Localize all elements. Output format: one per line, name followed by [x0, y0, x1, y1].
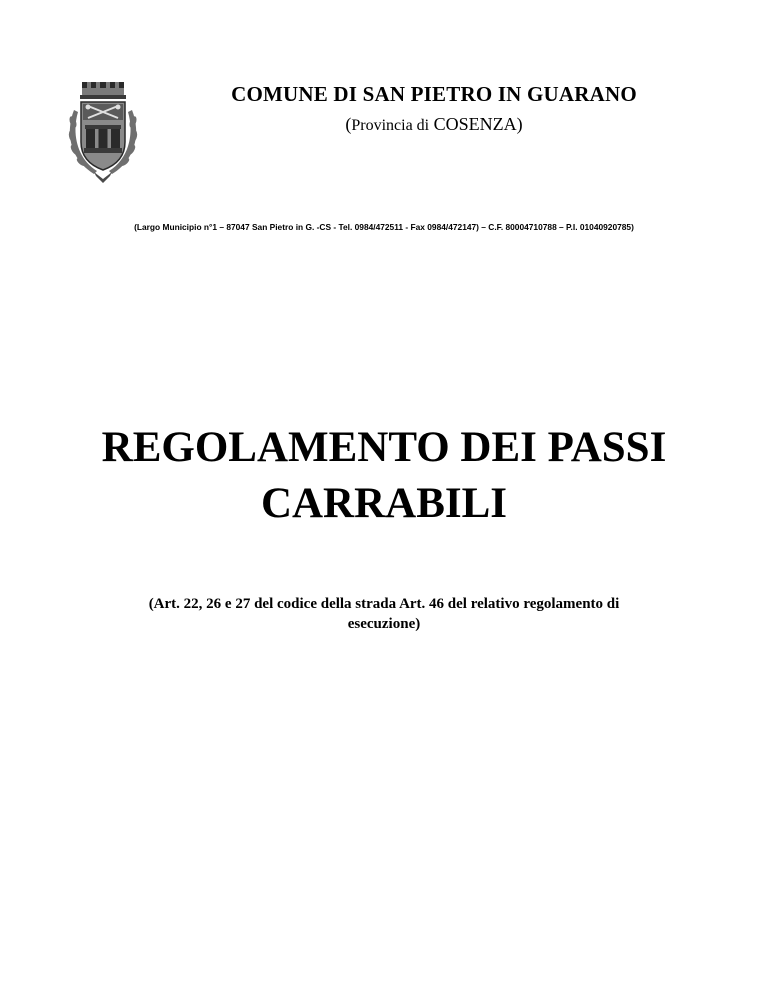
province-label: Provincia di	[351, 117, 430, 134]
municipality-name: COMUNE DI SAN PIETRO IN GUARANO	[231, 82, 637, 106]
shield-icon	[81, 102, 125, 170]
subtitle-line-1: (Art. 22, 26 e 27 del codice della strada Art. 46 del relativo regolamento di	[148, 596, 620, 612]
document-title	[40, 420, 728, 532]
province-name: COSENZA)	[433, 114, 523, 134]
province-line	[150, 114, 718, 135]
crown-icon	[80, 82, 126, 99]
subtitle-line-2: esecuzione)	[347, 616, 421, 632]
document-title-line-1: REGOLAMENTO DEI PASSI	[101, 424, 667, 471]
province-open-paren: (	[345, 114, 352, 134]
contact-address-line: (Largo Municipio n°1 – 87047 San Pietro in G. -CS - Tel. 0984/472511 - Fax 0984/472147) – C.F. 80004710788 – P.I. 01040920785)	[134, 222, 634, 232]
legal-reference-subtitle	[60, 594, 708, 634]
coat-of-arms-emblem	[64, 80, 142, 184]
document-title-line-2: CARRABILI	[260, 480, 508, 527]
